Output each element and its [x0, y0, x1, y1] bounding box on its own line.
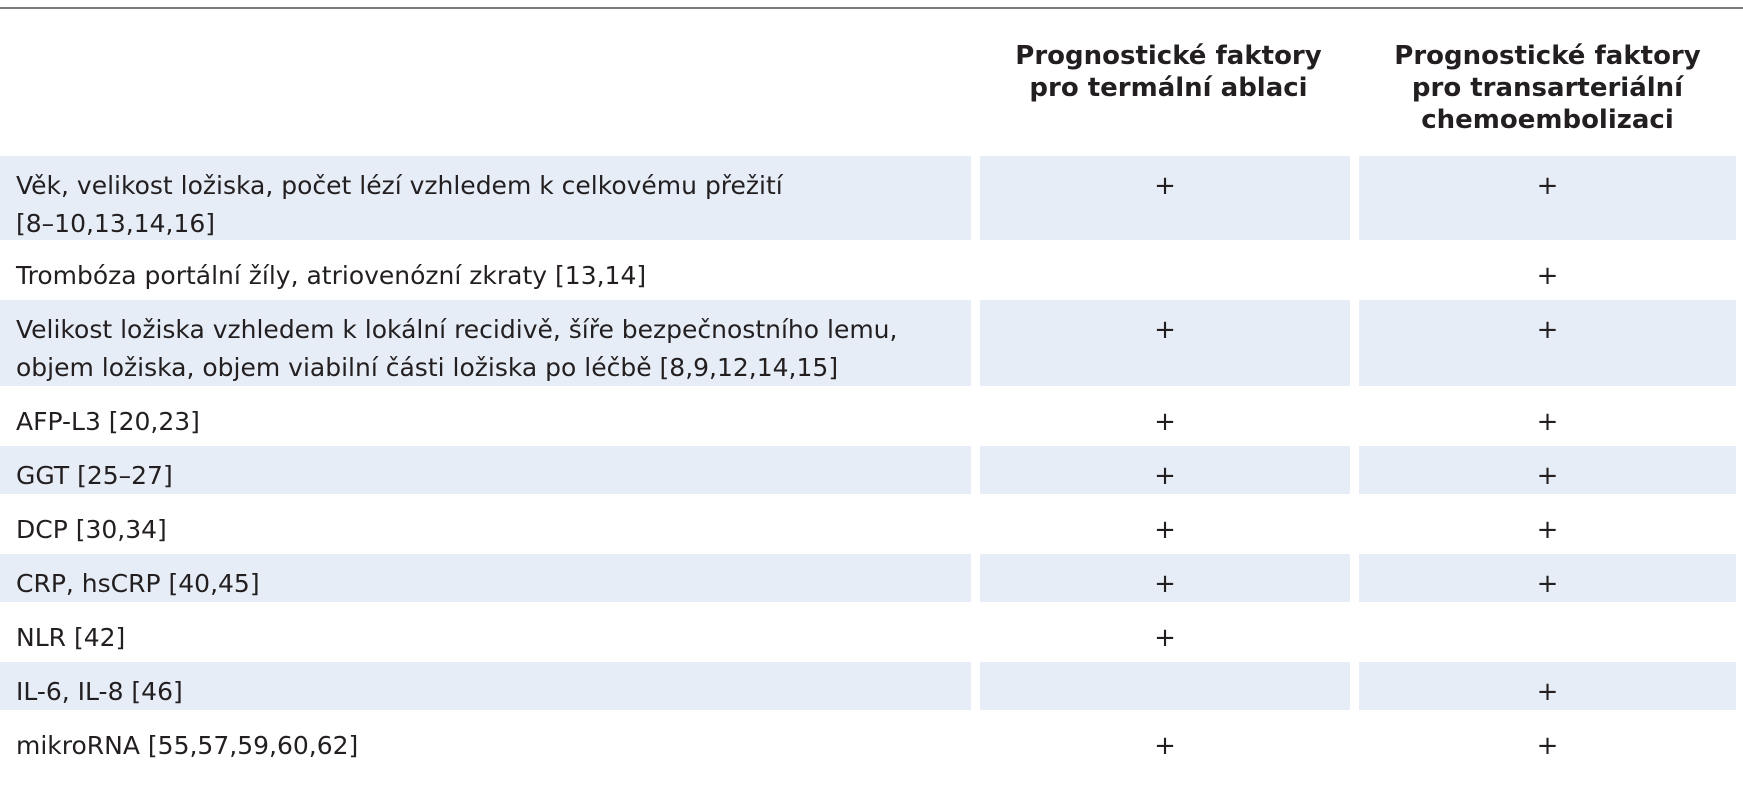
row-label: Trombóza portální žíly, atriovenózní zkraty [13,14]: [16, 261, 647, 290]
thermal-ablation-value: +: [980, 156, 1350, 240]
row-label: mikroRNA [55,57,59,60,62]: [16, 731, 359, 760]
tace-value: +: [1359, 554, 1736, 602]
table-body: [0, 156, 1743, 770]
thermal-ablation-value: +: [980, 554, 1350, 602]
tace-value: +: [1359, 662, 1736, 710]
table-row: [0, 554, 1743, 602]
tace-value: +: [1536, 407, 1559, 437]
row-label: IL-6, IL-8 [46]: [0, 662, 971, 710]
table-row: [0, 662, 1743, 710]
tace-value: +: [1359, 300, 1736, 386]
table-row: [0, 716, 1743, 764]
row-label: Velikost ložiska vzhledem k lokální recidivě, šíře bezpečnostního lemu, objem ložiska, objem viabilní části ložiska po léčbě [8,9,12,14,15]: [0, 300, 971, 386]
tace-value: +: [1536, 261, 1559, 291]
tace-value: [1359, 608, 1736, 656]
tace-value: +: [1536, 731, 1559, 761]
table-row: [0, 500, 1743, 548]
row-label: AFP-L3 [20,23]: [16, 407, 200, 436]
tace-value: +: [1359, 446, 1736, 494]
thermal-ablation-value: [980, 662, 1350, 710]
row-label: NLR [42]: [16, 623, 126, 652]
row-label: CRP, hsCRP [40,45]: [0, 554, 971, 602]
column-header-tace: Prognostické faktory pro transarteriální chemoembolizaci: [1394, 41, 1701, 135]
thermal-ablation-value: +: [1154, 731, 1176, 761]
row-label: Věk, velikost ložiska, počet lézí vzhledem k celkovému přežití [8–10,13,14,16]: [0, 156, 971, 240]
row-label: GGT [25–27]: [0, 446, 971, 494]
thermal-ablation-value: +: [980, 300, 1350, 386]
thermal-ablation-value: +: [1154, 407, 1176, 437]
table-row: [0, 446, 1743, 494]
top-rule: [0, 7, 1743, 9]
tace-value: +: [1536, 515, 1559, 545]
row-label: DCP [30,34]: [16, 515, 167, 544]
thermal-ablation-value: +: [1154, 515, 1176, 545]
thermal-ablation-value: [980, 246, 1350, 294]
table-row: [0, 608, 1743, 656]
thermal-ablation-value: +: [980, 446, 1350, 494]
table-row: [0, 156, 1743, 240]
thermal-ablation-value: +: [1154, 623, 1176, 653]
table-row: [0, 246, 1743, 294]
table-row: [0, 392, 1743, 440]
table-header: [0, 40, 1743, 150]
tace-value: +: [1359, 156, 1736, 240]
column-header-thermal-ablation: Prognostické faktory pro termální ablaci: [1015, 41, 1322, 103]
table-row: [0, 300, 1743, 386]
